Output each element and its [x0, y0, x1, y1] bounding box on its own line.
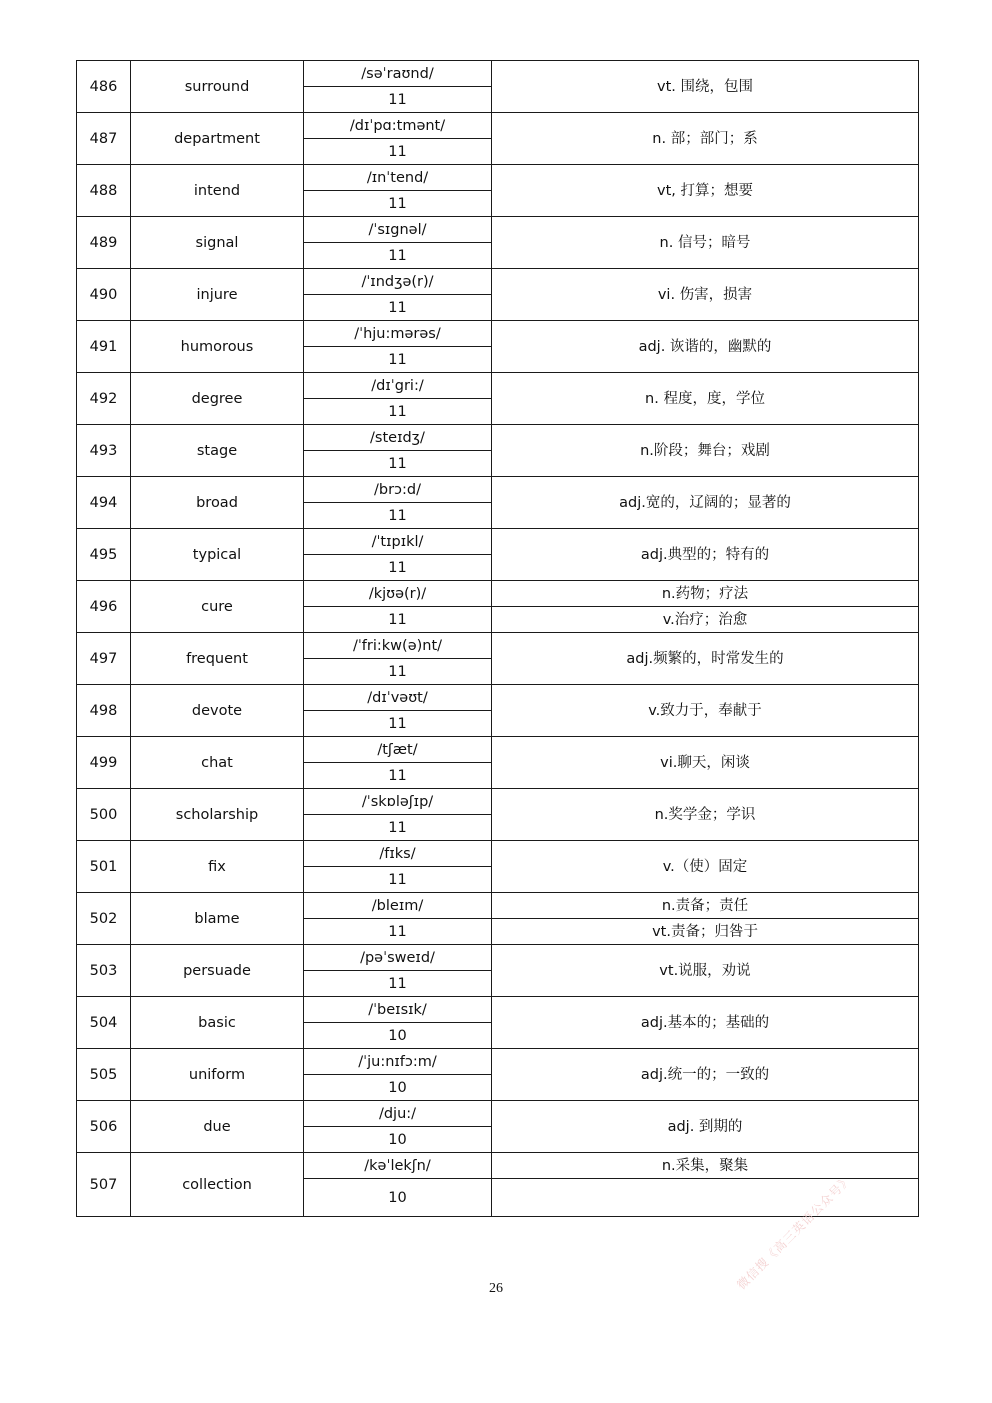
- entry-meaning: adj.宽的，辽阔的；显著的: [492, 477, 919, 529]
- entry-number: 488: [77, 165, 131, 217]
- entry-level: 11: [304, 763, 492, 789]
- entry-level: 11: [304, 139, 492, 165]
- entry-meaning: vi.聊天，闲谈: [492, 737, 919, 789]
- entry-phonetic: /bleɪm/: [304, 893, 492, 919]
- entry-word: signal: [131, 217, 304, 269]
- entry-meaning: v.致力于，奉献于: [492, 685, 919, 737]
- entry-meaning: adj.统一的；一致的: [492, 1049, 919, 1101]
- entry-phonetic: /pəˈsweɪd/: [304, 945, 492, 971]
- vocab-entry-row: [77, 269, 919, 295]
- entry-phonetic: /ˈtɪpɪkl/: [304, 529, 492, 555]
- vocab-entry-row: [77, 841, 919, 867]
- entry-phonetic: /steɪdʒ/: [304, 425, 492, 451]
- entry-meaning: vt, 打算；想要: [492, 165, 919, 217]
- entry-meaning: adj.基本的；基础的: [492, 997, 919, 1049]
- entry-meaning: vt. 围绕，包围: [492, 61, 919, 113]
- entry-number: 493: [77, 425, 131, 477]
- entry-meaning: adj. 到期的: [492, 1101, 919, 1153]
- entry-number: 490: [77, 269, 131, 321]
- entry-level: 11: [304, 503, 492, 529]
- vocab-entry-row: [77, 581, 919, 607]
- entry-meaning: [492, 1179, 919, 1217]
- entry-number: 502: [77, 893, 131, 945]
- entry-phonetic: /dɪˈpɑ:tmənt/: [304, 113, 492, 139]
- entry-level: 11: [304, 451, 492, 477]
- entry-number: 486: [77, 61, 131, 113]
- entry-word: chat: [131, 737, 304, 789]
- entry-word: typical: [131, 529, 304, 581]
- vocab-entry-row: [77, 61, 919, 87]
- entry-phonetic: /ˈhju:mərəs/: [304, 321, 492, 347]
- vocabulary-table: [76, 60, 919, 1217]
- entry-word: humorous: [131, 321, 304, 373]
- entry-number: 504: [77, 997, 131, 1049]
- vocab-entry-row: [77, 113, 919, 139]
- entry-phonetic: /ˈfri:kw(ə)nt/: [304, 633, 492, 659]
- entry-meaning: vi. 伤害，损害: [492, 269, 919, 321]
- entry-word: frequent: [131, 633, 304, 685]
- entry-level: 10: [304, 1075, 492, 1101]
- entry-phonetic: /dɪˈgri:/: [304, 373, 492, 399]
- entry-number: 489: [77, 217, 131, 269]
- entry-phonetic: /səˈraʊnd/: [304, 61, 492, 87]
- vocab-entry-row: [77, 997, 919, 1023]
- entry-meaning: adj.频繁的，时常发生的: [492, 633, 919, 685]
- entry-level: 11: [304, 295, 492, 321]
- entry-word: injure: [131, 269, 304, 321]
- vocab-entry-row: [77, 893, 919, 919]
- entry-word: basic: [131, 997, 304, 1049]
- entry-meaning: n. 程度，度，学位: [492, 373, 919, 425]
- entry-phonetic: /tʃæt/: [304, 737, 492, 763]
- entry-phonetic: /fɪks/: [304, 841, 492, 867]
- entry-level: 11: [304, 919, 492, 945]
- entry-level: 11: [304, 659, 492, 685]
- entry-meaning: n.阶段；舞台；戏剧: [492, 425, 919, 477]
- entry-phonetic: /ˈskɒləʃɪp/: [304, 789, 492, 815]
- entry-word: due: [131, 1101, 304, 1153]
- page-number: 26: [489, 1281, 503, 1296]
- entry-phonetic: /ˈju:nɪfɔ:m/: [304, 1049, 492, 1075]
- entry-level: 11: [304, 399, 492, 425]
- vocab-entry-row: [77, 373, 919, 399]
- entry-number: 496: [77, 581, 131, 633]
- entry-meaning: n.采集，聚集: [492, 1153, 919, 1179]
- entry-meaning: adj.典型的；特有的: [492, 529, 919, 581]
- entry-level: 11: [304, 347, 492, 373]
- entry-level: 10: [304, 1179, 492, 1217]
- vocab-entry-row: [77, 165, 919, 191]
- entry-level: 11: [304, 555, 492, 581]
- entry-word: blame: [131, 893, 304, 945]
- watermark-text: 微信搜《高三英语公众号》: [734, 1172, 855, 1293]
- entry-meaning: v.治疗；治愈: [492, 607, 919, 633]
- entry-number: 487: [77, 113, 131, 165]
- entry-word: devote: [131, 685, 304, 737]
- entry-word: stage: [131, 425, 304, 477]
- entry-meaning: vt.说服，劝说: [492, 945, 919, 997]
- entry-level: 11: [304, 815, 492, 841]
- entry-meaning: v.（使）固定: [492, 841, 919, 893]
- vocab-entry-row: [77, 1049, 919, 1075]
- entry-number: 507: [77, 1153, 131, 1217]
- entry-word: persuade: [131, 945, 304, 997]
- vocab-entry-row: [77, 1153, 919, 1179]
- entry-phonetic: /ɪnˈtend/: [304, 165, 492, 191]
- entry-number: 494: [77, 477, 131, 529]
- entry-number: 495: [77, 529, 131, 581]
- entry-number: 506: [77, 1101, 131, 1153]
- entry-level: 11: [304, 191, 492, 217]
- entry-level: 11: [304, 607, 492, 633]
- entry-level: 11: [304, 971, 492, 997]
- entry-word: collection: [131, 1153, 304, 1217]
- entry-word: fix: [131, 841, 304, 893]
- entry-number: 499: [77, 737, 131, 789]
- entry-number: 500: [77, 789, 131, 841]
- entry-word: uniform: [131, 1049, 304, 1101]
- entry-number: 503: [77, 945, 131, 997]
- vocabulary-table-body: [77, 61, 919, 1217]
- entry-word: degree: [131, 373, 304, 425]
- entry-meaning: n.药物；疗法: [492, 581, 919, 607]
- entry-level: 10: [304, 1023, 492, 1049]
- entry-phonetic: /ˈɪndʒə(r)/: [304, 269, 492, 295]
- entry-word: intend: [131, 165, 304, 217]
- entry-word: broad: [131, 477, 304, 529]
- entry-phonetic: /ˈbeɪsɪk/: [304, 997, 492, 1023]
- entry-number: 497: [77, 633, 131, 685]
- entry-number: 498: [77, 685, 131, 737]
- vocab-entry-row: [77, 477, 919, 503]
- entry-word: cure: [131, 581, 304, 633]
- vocab-entry-row: [77, 1101, 919, 1127]
- entry-word: department: [131, 113, 304, 165]
- entry-meaning: adj. 诙谐的，幽默的: [492, 321, 919, 373]
- entry-level: 11: [304, 711, 492, 737]
- entry-level: 10: [304, 1127, 492, 1153]
- entry-meaning: n.责备；责任: [492, 893, 919, 919]
- entry-number: 501: [77, 841, 131, 893]
- entry-phonetic: /brɔ:d/: [304, 477, 492, 503]
- entry-meaning: vt.责备；归咎于: [492, 919, 919, 945]
- vocab-entry-row: [77, 529, 919, 555]
- entry-meaning: n. 信号；暗号: [492, 217, 919, 269]
- entry-word: surround: [131, 61, 304, 113]
- vocab-entry-row: [77, 217, 919, 243]
- entry-phonetic: /dju:/: [304, 1101, 492, 1127]
- entry-level: 11: [304, 243, 492, 269]
- vocab-entry-row: [77, 789, 919, 815]
- entry-number: 505: [77, 1049, 131, 1101]
- entry-number: 492: [77, 373, 131, 425]
- vocab-entry-row: [77, 737, 919, 763]
- entry-meaning: n. 部；部门；系: [492, 113, 919, 165]
- vocab-entry-row: [77, 321, 919, 347]
- vocab-entry-row: [77, 425, 919, 451]
- entry-level: 11: [304, 867, 492, 893]
- vocab-entry-row: [77, 685, 919, 711]
- entry-number: 491: [77, 321, 131, 373]
- entry-level: 11: [304, 87, 492, 113]
- vocab-entry-row: [77, 633, 919, 659]
- entry-phonetic: /dɪˈvəʊt/: [304, 685, 492, 711]
- entry-phonetic: /kjʊə(r)/: [304, 581, 492, 607]
- entry-phonetic: /ˈsɪgnəl/: [304, 217, 492, 243]
- entry-phonetic: /kəˈlekʃn/: [304, 1153, 492, 1179]
- entry-meaning: n.奖学金；学识: [492, 789, 919, 841]
- vocab-entry-row: [77, 945, 919, 971]
- entry-word: scholarship: [131, 789, 304, 841]
